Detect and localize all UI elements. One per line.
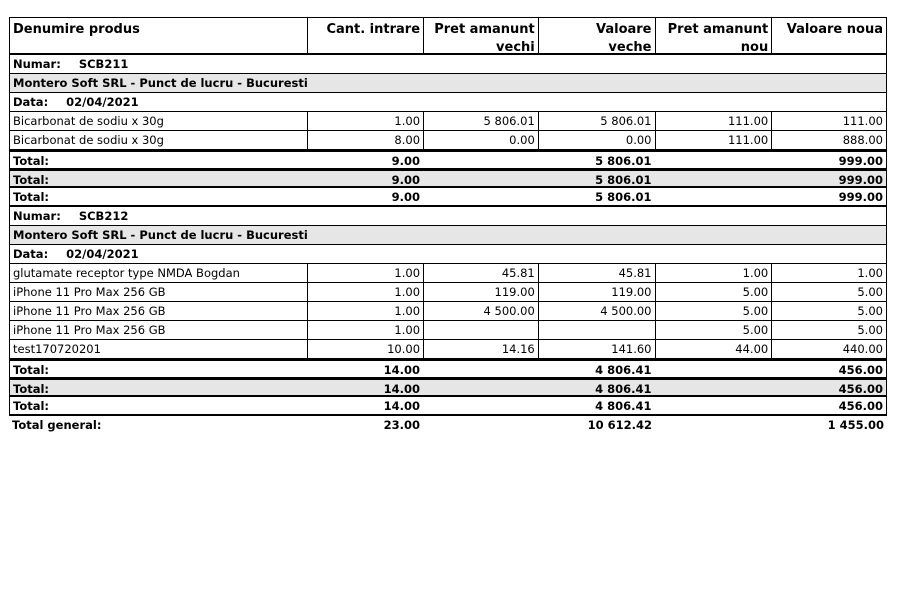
new-retail-price: 44.00 [655,340,772,358]
old-value: 141.60 [538,340,655,358]
grand-total-old-value: 10 612.42 [587,418,652,432]
total-label: Total: [13,154,50,168]
total-row [9,188,887,207]
old-retail-price: 119.00 [423,283,538,301]
company-name: Montero Soft SRL - Punct de lucru - Bucuresti [13,76,308,90]
quantity-in: 1.00 [307,302,423,320]
old-retail-price [423,321,538,339]
document-number-row [9,207,887,226]
old-value: 4 500.00 [538,302,655,320]
new-value: 5.00 [771,283,886,301]
old-retail-price: 14.16 [423,340,538,358]
total-old-value: 5 806.01 [595,154,652,168]
total-quantity: 9.00 [391,154,421,168]
quantity-in: 1.00 [307,321,423,339]
table-row[interactable] [9,283,887,302]
new-value: 440.00 [771,340,886,358]
table-header [9,17,887,55]
header-old-retail-price: Pret amanunt vechi [423,18,538,53]
total-quantity: 14.00 [383,363,421,377]
product-name: glutamate receptor type NMDA Bogdan [13,266,240,280]
document-date-row-value: 02/04/2021 [66,247,139,261]
old-value: 119.00 [538,283,655,301]
empty-cell [655,171,772,186]
total-label: Total: [13,399,50,413]
total-new-value: 456.00 [838,399,883,413]
total-new-value: 456.00 [838,382,883,395]
empty-cell [655,361,772,377]
document-number-row-label: Numar: [13,209,61,223]
quantity-in: 10.00 [307,340,423,358]
table-row[interactable] [9,131,887,150]
new-value: 5.00 [771,302,886,320]
company-row [9,74,887,93]
empty-cell [655,416,772,435]
grand-total-label: Total general: [12,418,102,432]
table-row[interactable] [9,321,887,340]
stock-entry-report [9,17,887,435]
new-value: 111.00 [771,112,886,130]
product-name: iPhone 11 Pro Max 256 GB [13,323,166,337]
old-value: 45.81 [538,264,655,282]
empty-cell [423,416,538,435]
new-retail-price: 5.00 [655,283,772,301]
total-row [9,359,887,378]
total-quantity: 9.00 [391,190,421,204]
old-retail-price: 4 500.00 [423,302,538,320]
empty-cell [655,397,772,414]
total-label: Total: [13,190,50,204]
document-number-row-cell [10,207,886,225]
total-quantity: 14.00 [383,382,421,395]
document-date-row-label: Data: [13,95,49,109]
total-new-value: 999.00 [838,154,883,168]
new-retail-price: 111.00 [655,112,772,130]
document-date-row [9,245,887,264]
old-retail-price: 5 806.01 [423,112,538,130]
empty-cell [423,152,538,168]
total-new-value: 456.00 [838,363,883,377]
document-date-row [9,93,887,112]
total-old-value: 4 806.41 [595,399,652,413]
header-quantity-in: Cant. intrare [307,18,423,53]
grand-total-quantity: 23.00 [383,418,420,432]
header-product-name: Denumire produs [13,22,140,37]
document-date-row-value: 02/04/2021 [66,95,139,109]
document-number-row-value: SCB211 [78,57,129,71]
product-name: iPhone 11 Pro Max 256 GB [13,304,166,318]
new-retail-price: 5.00 [655,302,772,320]
new-value: 888.00 [771,131,886,149]
total-row [9,397,887,416]
total-quantity: 14.00 [383,399,421,413]
document-number-row-cell [10,55,886,73]
total-old-value: 4 806.41 [595,382,652,395]
total-new-value: 999.00 [838,190,883,204]
quantity-in: 1.00 [307,283,423,301]
old-value: 0.00 [538,131,655,149]
header-new-retail-price: Pret amanunt nou [655,18,772,53]
product-name: test170720201 [13,342,101,356]
product-name: Bicarbonat de sodiu x 30g [13,133,164,147]
total-row [9,169,887,188]
table-row[interactable] [9,302,887,321]
quantity-in: 1.00 [307,112,423,130]
old-retail-price: 45.81 [423,264,538,282]
document-number-row [9,55,887,74]
total-old-value: 5 806.01 [595,173,652,186]
document-date-row-cell [10,93,886,111]
total-row [9,150,887,169]
empty-cell [423,361,538,377]
new-retail-price: 5.00 [655,321,772,339]
document-number-row-value: SCB212 [78,209,129,223]
total-label: Total: [13,173,50,186]
product-name: iPhone 11 Pro Max 256 GB [13,285,166,299]
company-row [9,226,887,245]
total-label: Total: [13,363,50,377]
empty-cell [655,152,772,168]
document-date-row-label: Data: [13,247,49,261]
new-retail-price: 111.00 [655,131,772,149]
header-new-value: Valoare noua [771,18,886,53]
old-retail-price: 0.00 [423,131,538,149]
table-row[interactable] [9,340,887,359]
grand-total-new-value: 1 455.00 [827,418,884,432]
new-value: 5.00 [771,321,886,339]
total-old-value: 4 806.41 [595,363,652,377]
total-new-value: 999.00 [838,173,883,186]
quantity-in: 8.00 [307,131,423,149]
document-number-row-label: Numar: [13,57,61,71]
empty-cell [423,380,538,395]
new-value: 1.00 [771,264,886,282]
grand-total-row [9,416,887,435]
empty-cell [423,188,538,205]
empty-cell [423,397,538,414]
empty-cell [423,171,538,186]
empty-cell [655,380,772,395]
quantity-in: 1.00 [307,264,423,282]
old-value: 5 806.01 [538,112,655,130]
product-name: Bicarbonat de sodiu x 30g [13,114,164,128]
empty-cell [655,188,772,205]
document-date-row-cell [10,245,886,263]
old-value [538,321,655,339]
header-old-value: Valoare veche [538,18,655,53]
table-row[interactable] [9,264,887,283]
table-row[interactable] [9,112,887,131]
total-old-value: 5 806.01 [595,190,652,204]
new-retail-price: 1.00 [655,264,772,282]
company-name: Montero Soft SRL - Punct de lucru - Bucuresti [13,228,308,242]
total-row [9,378,887,397]
total-quantity: 9.00 [391,173,421,186]
total-label: Total: [13,382,50,395]
